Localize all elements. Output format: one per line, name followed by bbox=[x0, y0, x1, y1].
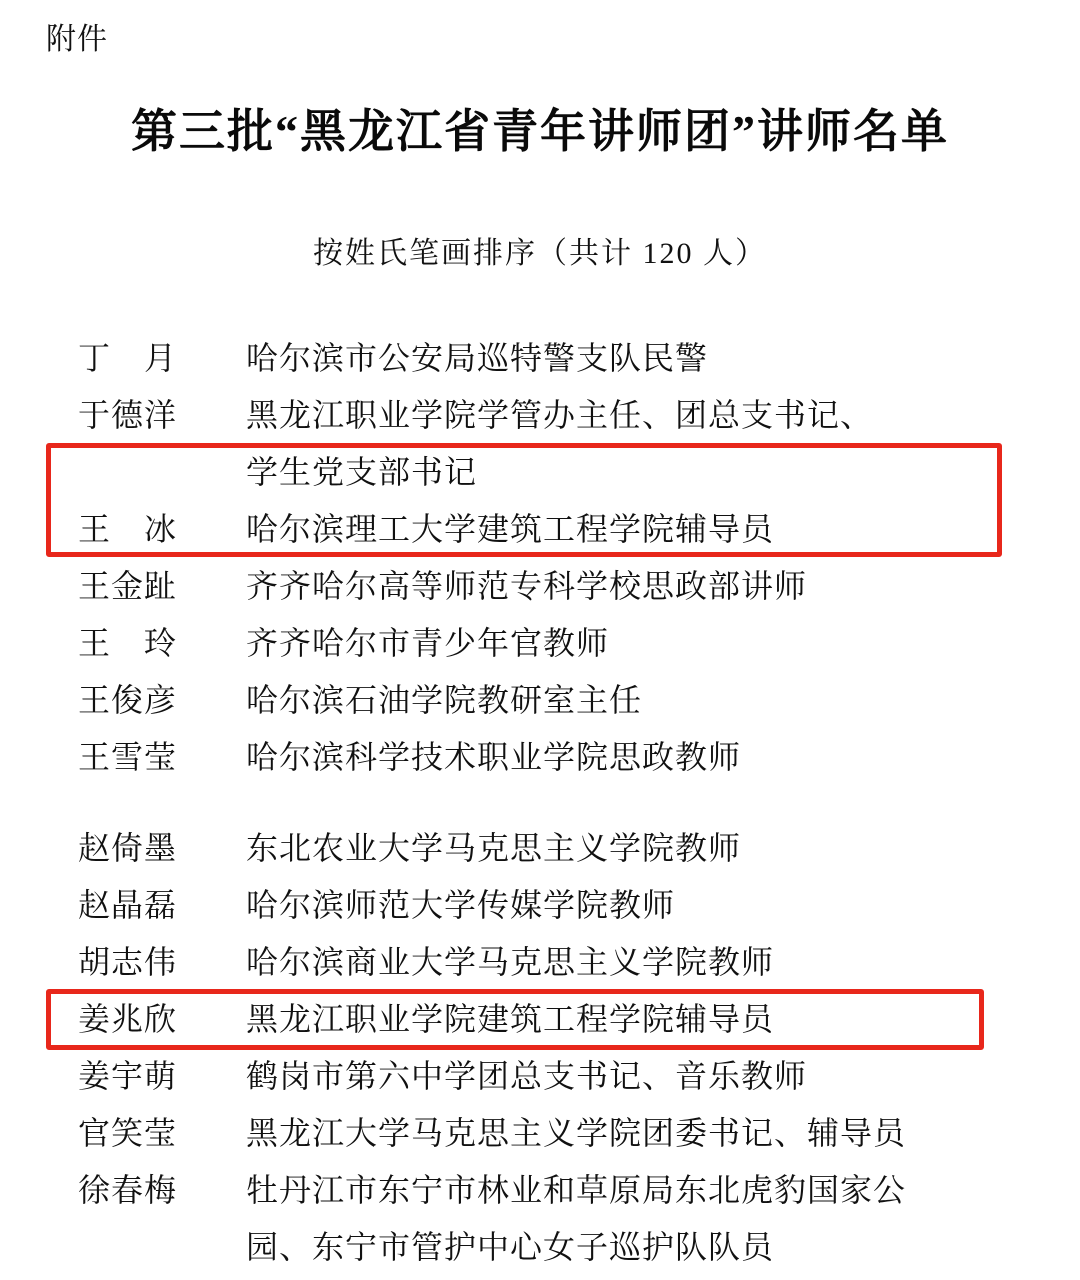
lecturer-affiliation: 黑龙江大学马克思主义学院团委书记、辅导员 bbox=[246, 1115, 907, 1151]
list-item bbox=[0, 820, 1080, 877]
lecturer-affiliation bbox=[246, 1162, 1080, 1276]
list-item bbox=[0, 501, 1080, 558]
lecturer-affiliation: 哈尔滨市公安局巡特警支队民警 bbox=[246, 340, 709, 376]
lecturer-name: 王金趾 bbox=[78, 568, 178, 604]
lecturer-name: 王 玲 bbox=[78, 625, 178, 661]
lecturer-name: 赵晶磊 bbox=[78, 887, 178, 923]
lecturer-affiliation: 哈尔滨师范大学传媒学院教师 bbox=[246, 887, 676, 923]
lecturer-name: 姜兆欣 bbox=[78, 1001, 178, 1037]
list-item bbox=[0, 991, 1080, 1048]
lecturer-name: 官笑莹 bbox=[78, 1115, 178, 1151]
lecturer-affiliation: 哈尔滨商业大学马克思主义学院教师 bbox=[246, 944, 775, 980]
lecturer-affiliation: 哈尔滨理工大学建筑工程学院辅导员 bbox=[246, 511, 775, 547]
list-section-gap bbox=[0, 786, 1080, 820]
lecturer-name: 徐春梅 bbox=[78, 1172, 178, 1208]
lecturer-affiliation-line1: 牡丹江市东宁市林业和草原局东北虎豹国家公 bbox=[246, 1172, 907, 1208]
lecturer-name: 王俊彦 bbox=[78, 682, 178, 718]
page-title: 第三批“黑龙江省青年讲师团”讲师名单 bbox=[131, 106, 949, 157]
lecturer-name: 于德洋 bbox=[78, 397, 178, 433]
lecturer-list bbox=[0, 330, 1080, 1276]
lecturer-name: 姜宇萌 bbox=[78, 1058, 178, 1094]
list-item bbox=[0, 387, 1080, 501]
list-item bbox=[0, 330, 1080, 387]
list-item bbox=[0, 934, 1080, 991]
attachment-label: 附件 bbox=[46, 23, 108, 56]
list-item bbox=[0, 1105, 1080, 1162]
lecturer-affiliation: 鹤岗市第六中学团总支书记、音乐教师 bbox=[246, 1058, 808, 1094]
list-item bbox=[0, 1048, 1080, 1105]
lecturer-affiliation: 东北农业大学马克思主义学院教师 bbox=[246, 830, 742, 866]
lecturer-affiliation: 齐齐哈尔市青少年官教师 bbox=[246, 625, 610, 661]
lecturer-affiliation: 哈尔滨科学技术职业学院思政教师 bbox=[246, 739, 742, 775]
lecturer-affiliation-line2: 学生党支部书记 bbox=[246, 454, 478, 490]
lecturer-name: 丁 月 bbox=[78, 340, 178, 376]
list-item bbox=[0, 672, 1080, 729]
lecturer-name: 赵倚墨 bbox=[78, 830, 178, 866]
lecturer-affiliation: 哈尔滨石油学院教研室主任 bbox=[246, 682, 643, 718]
lecturer-affiliation-line1: 黑龙江职业学院学管办主任、团总支书记、 bbox=[246, 397, 874, 433]
lecturer-affiliation bbox=[246, 387, 1080, 501]
list-item bbox=[0, 558, 1080, 615]
list-item bbox=[0, 877, 1080, 934]
list-item bbox=[0, 1162, 1080, 1276]
sort-note: 按姓氏笔画排序（共计 120 人） bbox=[313, 237, 767, 270]
list-item bbox=[0, 615, 1080, 672]
lecturer-affiliation: 齐齐哈尔高等师范专科学校思政部讲师 bbox=[246, 568, 808, 604]
lecturer-name: 王 冰 bbox=[78, 511, 178, 547]
lecturer-affiliation: 黑龙江职业学院建筑工程学院辅导员 bbox=[246, 1001, 775, 1037]
list-item bbox=[0, 729, 1080, 786]
lecturer-name: 胡志伟 bbox=[78, 944, 178, 980]
lecturer-name: 王雪莹 bbox=[78, 739, 178, 775]
lecturer-affiliation-line2: 园、东宁市管护中心女子巡护队队员 bbox=[246, 1229, 775, 1265]
